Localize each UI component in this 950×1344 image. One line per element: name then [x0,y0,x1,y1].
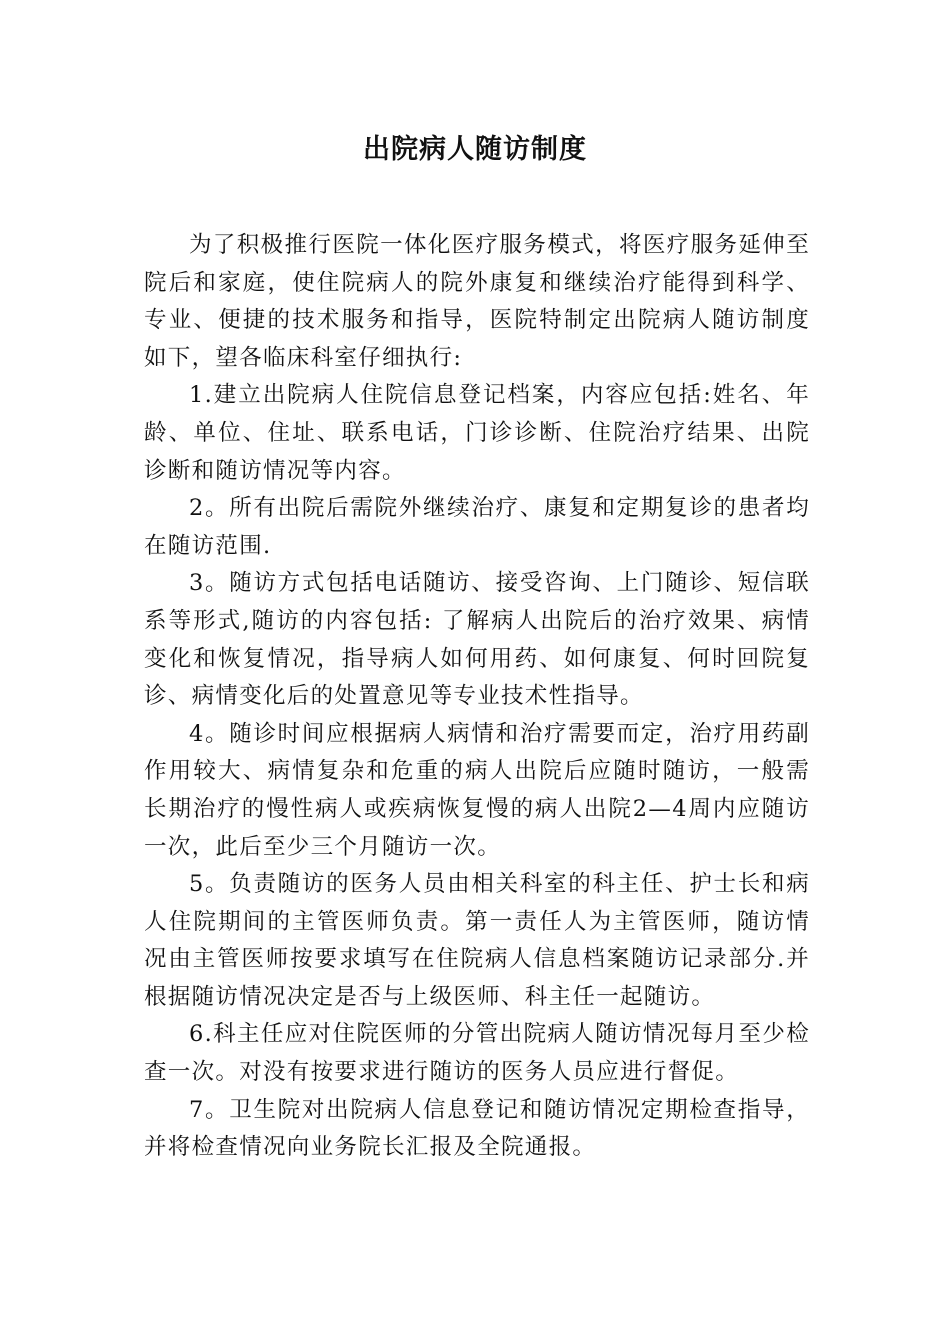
paragraph-item-6: 6.科主任应对住院医师的分管出院病人随访情况每月至少检查一次。对没有按要求进行随访的医务人员应进行督促。 [144,1021,810,1086]
paragraph-item-2: 2。所有出院后需院外继续治疗、康复和定期复诊的患者均在随访范围. [144,495,810,559]
paragraph-intro: 为了积极推行医院一体化医疗服务模式，将医疗服务延伸至院后和家庭，使住院病人的院外康复和继续治疗能得到科学、专业、便捷的技术服务和指导，医院特制定出院病人随访制度如下，望各临床科室仔细执行: [144,232,810,371]
document-title: 出院病人随访制度 [363,134,587,165]
document-body [144,227,810,1167]
paragraph-item-5: 5。负责随访的医务人员由相关科室的科主任、护士长和病人住院期间的主管医师负责。第一责任人为主管医师，随访情况由主管医师按要求填写在住院病人信息档案随访记录部分.并根据随访情况决定是否与上级医师、科主任一起随访。 [144,871,810,1010]
paragraph-item-1: 1.建立出院病人住院信息登记档案，内容应包括:姓名、年龄、单位、住址、联系电话，门诊诊断、住院治疗结果、出院诊断和随访情况等内容。 [144,382,810,484]
paragraph-item-4: 4。随诊时间应根据病人病情和治疗需要而定，治疗用药副作用较大、病情复杂和危重的病人出院后应随时随访，一般需长期治疗的慢性病人或疾病恢复慢的病人出院2—4周内应随访一次，此后至少三个月随访一次。 [144,720,810,860]
paragraph-item-3: 3。随访方式包括电话随访、接受咨询、上门随诊、短信联系等形式,随访的内容包括: 了解病人出院后的治疗效果、病情变化和恢复情况，指导病人如何用药、如何康复、何时回院复诊、病情变化后的处置意见等专业技术性指导。 [144,570,810,710]
paragraph-item-7: 7。卫生院对出院病人信息登记和随访情况定期检查指导，并将检查情况向业务院长汇报及全院通报。 [144,1096,810,1161]
